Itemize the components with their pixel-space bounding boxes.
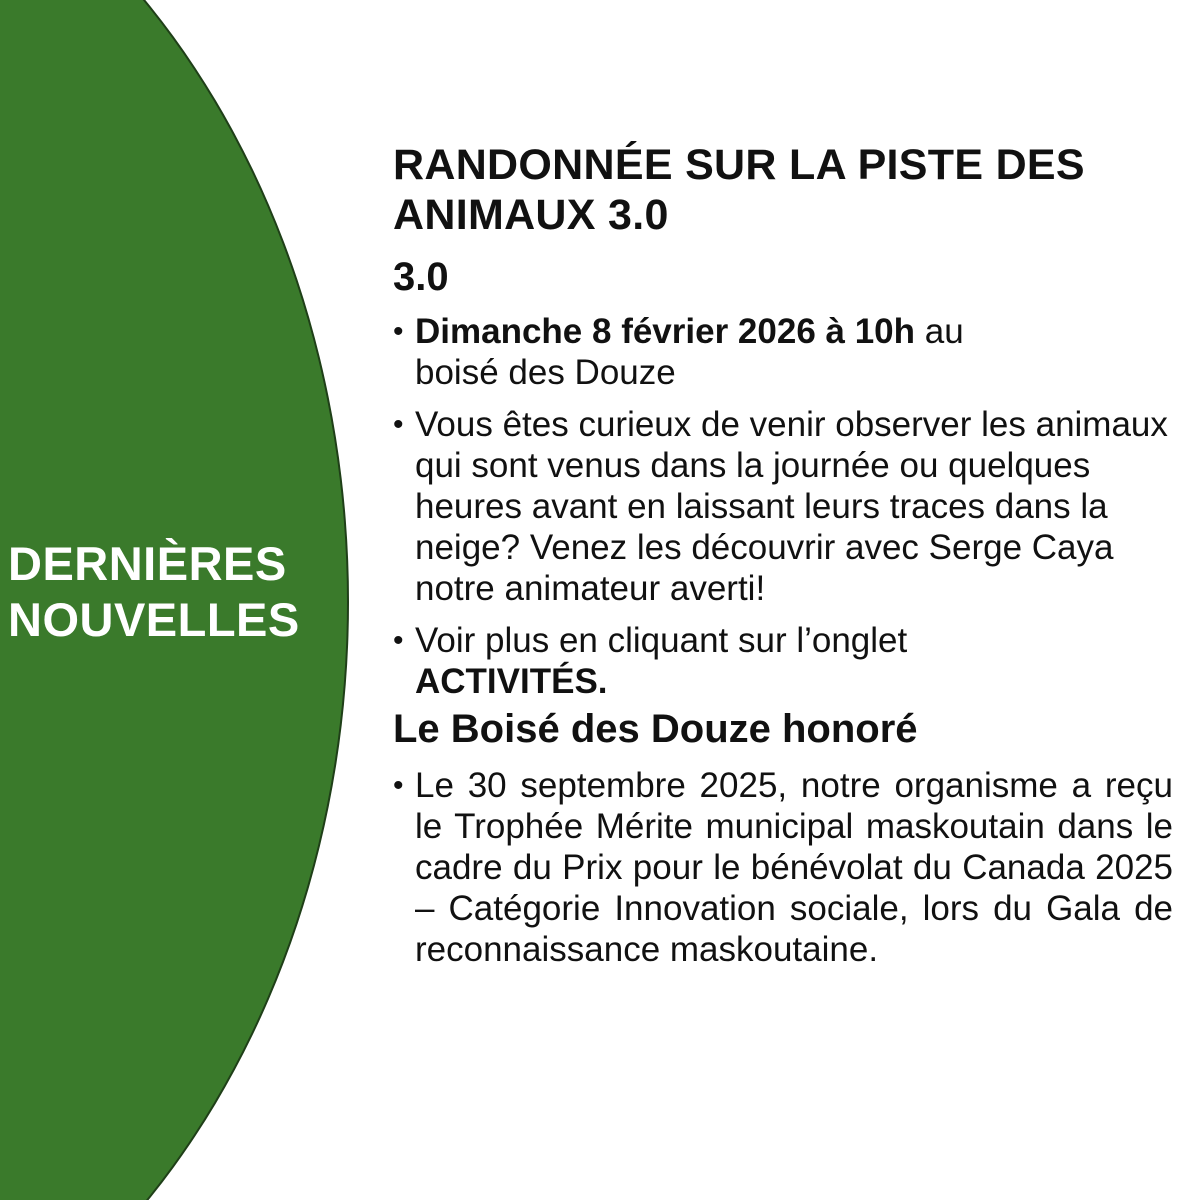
honor-details-list [393,765,1173,970]
honor-title: Le Boisé des Douze honoré [393,707,918,751]
event-description-item [393,404,1173,609]
event-date-suffix: au [915,312,964,351]
section-label-line2: NOUVELLES [8,593,300,646]
honor-description-item [393,765,1173,970]
event-subtitle: 3.0 [393,255,449,299]
news-content [393,140,1173,970]
event-title-line2: ANIMAUX 3.0 [393,191,669,239]
section-label-line1: DERNIÈRES [8,537,287,590]
event-more-info-item [393,620,1173,702]
event-date: Dimanche 8 février 2026 à 10h [415,312,916,351]
honor-description: Le 30 septembre 2025, notre organisme a reçu le Trophée Mérite municipal maskoutain dans le cadre du Prix pour le bénévolat du Canada 2025 – Catégorie Innovation sociale, lors du Gala de reconnaissance maskoutaine. [415,766,1173,969]
event-location: boisé des Douze [415,353,676,392]
section-label-latest-news [8,536,328,648]
event-more-info-text: • Voir plus en cliquant sur l’onglet [415,621,908,660]
event-title [393,140,1173,240]
event-description: Vous êtes curieux de venir observer les animaux qui sont venus dans la journée ou quelques heures avant en laissant leurs traces dans la neige? Venez les découvrir avec Serge Caya notre animateur averti! [415,405,1168,608]
event-date-item [393,311,1173,393]
event-title-line1: RANDONNÉE SUR LA PISTE DES [393,141,1085,189]
event-details-list [393,311,1173,702]
activities-tab-reference: ACTIVITÉS. [415,662,608,701]
